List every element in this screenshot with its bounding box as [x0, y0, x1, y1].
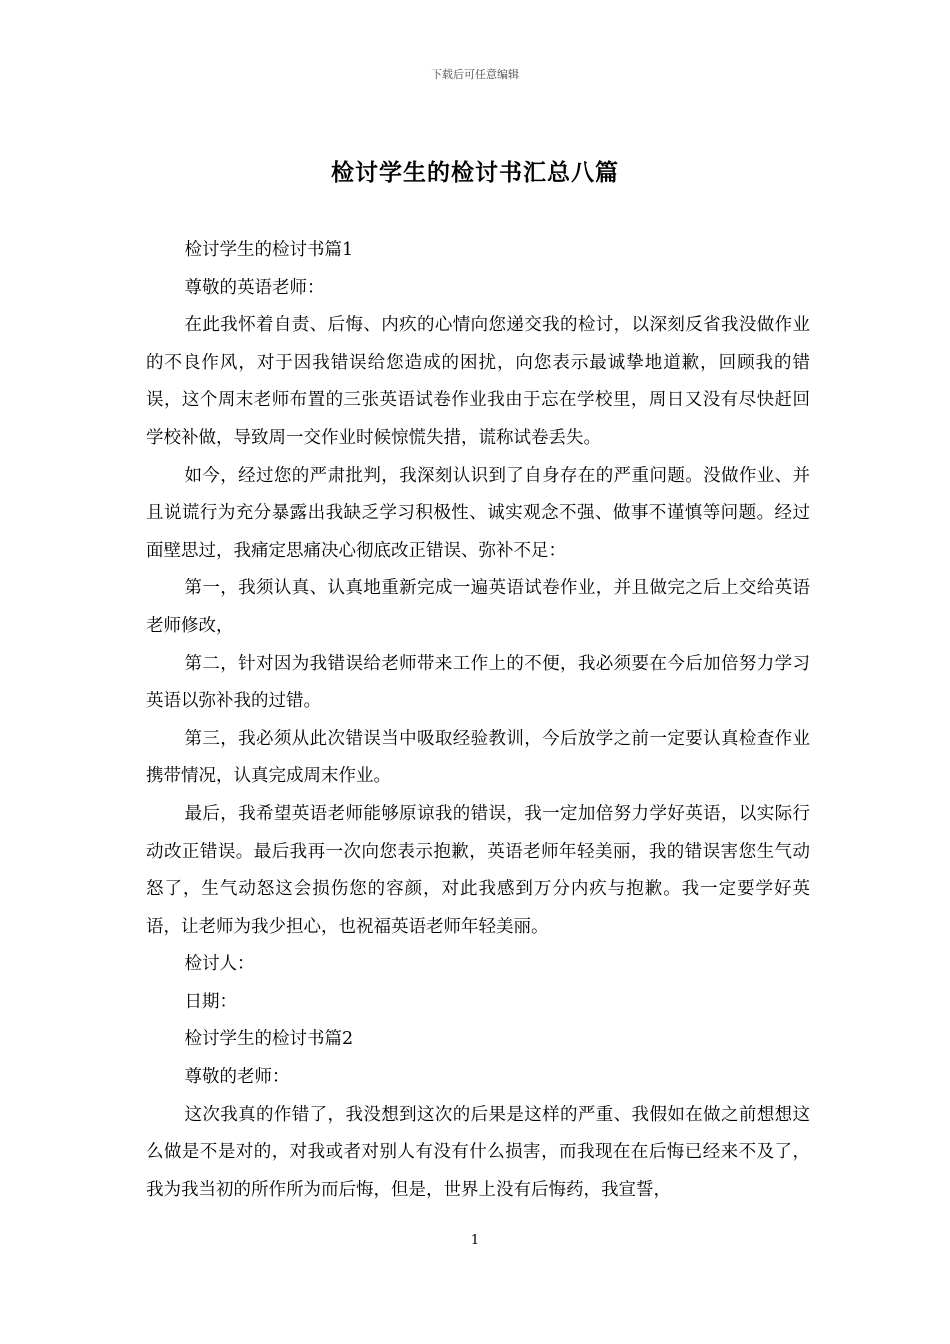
- document-title: 检讨学生的检讨书汇总八篇: [331, 159, 619, 186]
- signer-line: 检讨人：: [184, 954, 255, 975]
- paragraph: 最后，我希望英语老师能够原谅我的错误，我一定加倍努力学好英语，以实际行动改正错误。最后我再一次向您表示抱歉，英语老师年轻美丽，我的错误害您生气动怒了，生气动怒这会损伤您的容颜，对此我感到万分内疚与抱歉。我一定要学好英语，让老师为我少担心，也祝福英语老师年轻美丽。: [146, 803, 810, 937]
- paragraph: 在此我怀着自责、后悔、内疚的心情向您递交我的检讨，以深刻反省我没做作业的不良作风，对于因我错误给您造成的困扰，向您表示最诚挚地道歉，回顾我的错误，这个周末老师布置的三张英语试卷作业我由于忘在学校里，周日又没有尽快赶回学校补做，导致周一交作业时候惊慌失措，谎称试卷丢失。: [146, 315, 810, 448]
- salutation-2: 尊敬的老师：: [184, 1067, 290, 1088]
- paragraph: 这次我真的作错了，我没想到这次的后果是这样的严重、我假如在做之前想想这么做是不是对的，对我或者对别人有没有什么损害，而我现在在后悔已经来不及了，我为我当初的所作所为而后悔，但是，世界上没有后悔药，我宣誓，: [146, 1104, 810, 1200]
- salutation-1: 尊敬的英语老师：: [184, 277, 325, 298]
- document-body: [146, 232, 810, 1209]
- paragraph: 如今，经过您的严肃批判，我深刻认识到了自身存在的严重问题。没做作业、并且说谎行为充分暴露出我缺乏学习积极性、诚实观念不强、做事不谨慎等问题。经过面壁思过，我痛定思痛决心彻底改正错误、弥补不足：: [146, 465, 810, 561]
- page-number: 1: [470, 1233, 480, 1248]
- header-note: 下载后可任意编辑: [431, 68, 519, 81]
- section-heading-2: 检讨学生的检讨书篇2: [184, 1029, 354, 1050]
- date-line: 日期：: [184, 991, 237, 1012]
- section-heading-1: 检讨学生的检讨书篇1: [184, 240, 354, 260]
- paragraph: 第二，针对因为我错误给老师带来工作上的不便，我必须要在今后加倍努力学习英语以弥补我的过错。: [146, 653, 810, 712]
- paragraph: 第三，我必须从此次错误当中吸取经验教训，今后放学之前一定要认真检查作业携带情况，认真完成周末作业。: [146, 728, 810, 787]
- paragraph: 第一，我须认真、认真地重新完成一遍英语试卷作业，并且做完之后上交给英语老师修改，: [146, 578, 810, 636]
